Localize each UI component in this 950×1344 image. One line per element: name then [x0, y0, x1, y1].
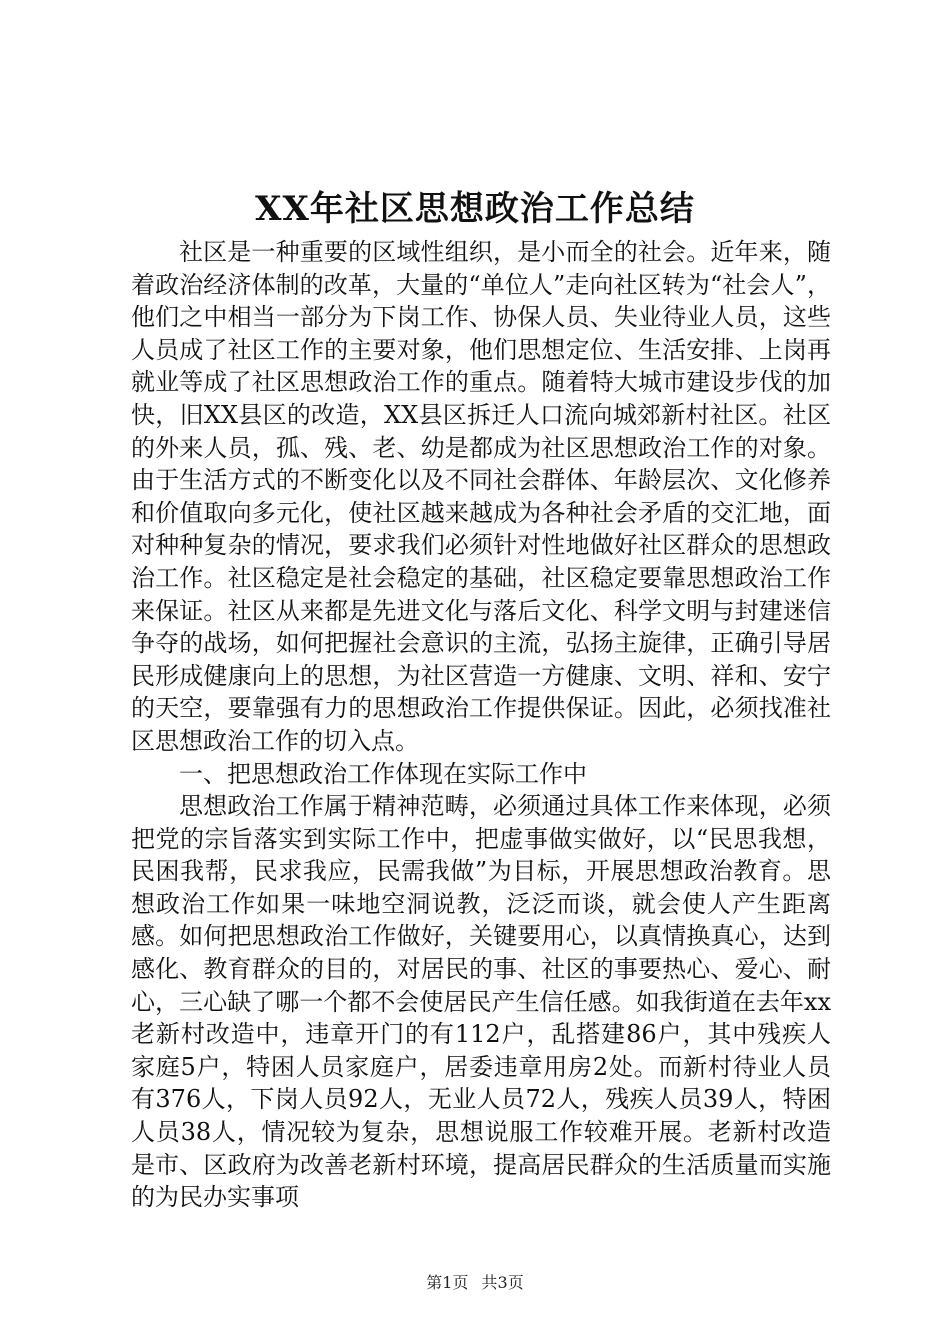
paragraph-section-1: 思想政治工作属于精神范畴，必须通过具体工作来体现，必须把党的宗旨落实到实际工作中，把虚事做实做好，以“民思我想，民困我帮，民求我应，民需我做”为目标，开展思想政治教育。思想政治工作如果一味地空洞说教，泛泛而谈，就会使人产生距离感。如何把思想政治工作做好，关键要用心，以真情换真心，达到感化、教育群众的目的，对居民的事、社区的事要热心、爱心、耐心，三心缺了哪一个都不会使居民产生信任感。如我街道在去年xx老新村改造中，违章开门的有112户，乱搭建86户，其中残疾人家庭5户，特困人员家庭户，居委违章用房2处。而新村待业人员有376人，下岗人员92人，无业人员72人，残疾人员39人，特困人员38人，情况较为复杂，思想说服工作较难开展。老新村改造是市、区政府为改善老新村环境，提高居民群众的生活质量而实施的为民办实事项	[131, 792, 831, 1212]
document-title: XX年社区思想政治工作总结	[255, 189, 695, 229]
section-heading-1: 一、把思想政治工作体现在实际工作中	[179, 759, 587, 788]
page-number: 第1页	[426, 1273, 469, 1292]
document-body	[131, 236, 831, 1214]
page-footer	[0, 1273, 950, 1293]
page-total: 共3页	[481, 1273, 524, 1292]
paragraph-intro: 社区是一种重要的区域性组织，是小而全的社会。近年来，随着政治经济体制的改革，大量的“单位人”走向社区转为“社会人”，他们之中相当一部分为下岗工作、协保人员、失业待业人员，这些人员成了社区工作的主要对象，他们思想定位、生活安排、上岗再就业等成了社区思想政治工作的重点。随着特大城市建设步伐的加快，旧XX县区的改造，XX县区拆迁人口流向城郊新村社区。社区的外来人员，孤、残、老、幼是都成为社区思想政治工作的对象。由于生活方式的不断变化以及不同社会群体、年龄层次、文化修养和价值取向多元化，使社区越来越成为各种社会矛盾的交汇地，面对种种复杂的情况，要求我们必须针对性地做好社区群众的思想政治工作。社区稳定是社会稳定的基础，社区稳定要靠思想政治工作来保证。社区从来都是先进文化与落后文化、科学文明与封建迷信争夺的战场，如何把握社会意识的主流，弘扬主旋律，正确引导居民形成健康向上的思想，为社区营造一方健康、文明、祥和、安宁的天空，要靠强有力的思想政治工作提供保证。因此，必须找准社区思想政治工作的切入点。	[131, 238, 831, 755]
